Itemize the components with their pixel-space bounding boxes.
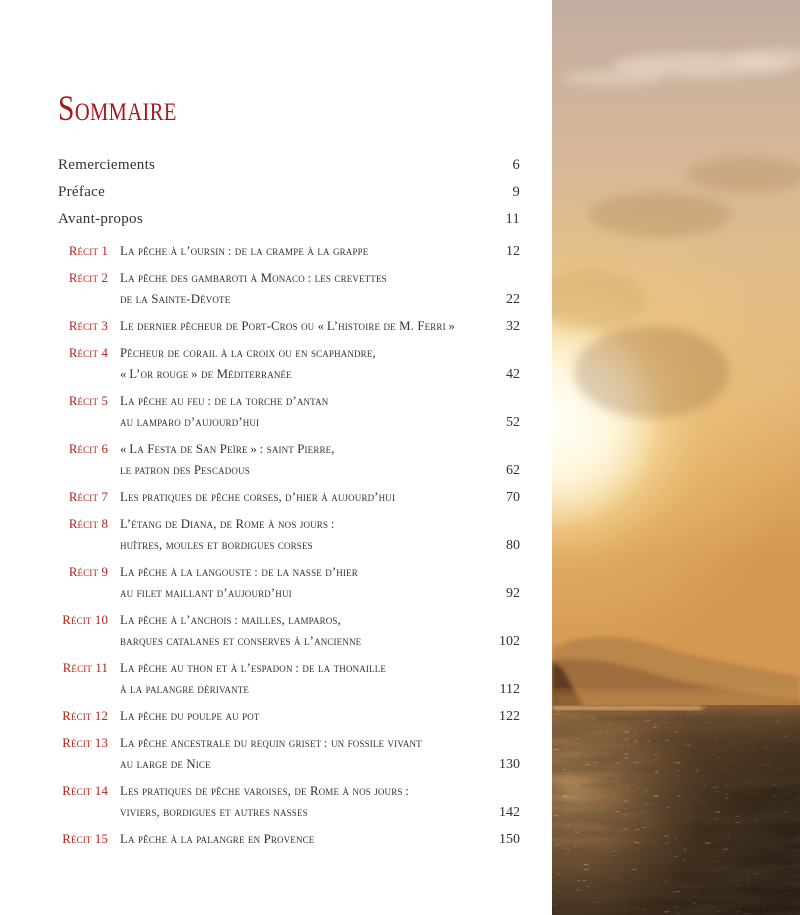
front-matter-row: [58, 155, 520, 175]
chapter-row: [58, 391, 520, 433]
chapter-title-line: Les pratiques de pêche varoises, de Rome à nos jours :: [120, 784, 409, 798]
page-number: 80: [506, 538, 520, 553]
chapter-title-line: à la palangre dérivante: [120, 682, 250, 696]
page-number: 62: [506, 463, 520, 478]
chapter-title-line: La pêche ancestrale du requin griset : un fossile vivant: [120, 736, 422, 750]
chapter-title-line: le patron des Pescadous: [120, 463, 250, 477]
page-number: 11: [505, 211, 520, 227]
chapter-title-line: barques catalanes et conserves à l’ancienne: [120, 634, 362, 648]
chapter-row: [58, 439, 520, 481]
chapter-row: [58, 343, 520, 385]
page-number: 6: [512, 157, 520, 173]
chapter-title-line: La pêche à la langouste : de la nasse d’hier: [120, 565, 358, 579]
chapter-label: Récit 7: [68, 490, 108, 504]
page-number: 9: [512, 184, 520, 200]
chapter-title-line: La pêche à l’anchois : mailles, lamparos,: [120, 613, 341, 627]
page-title: Sommaire: [58, 88, 177, 128]
chapter-label: Récit 1: [68, 244, 108, 258]
page-number: 130: [499, 757, 520, 772]
chapter-title: [120, 781, 480, 823]
chapter-title-line: La pêche à l’oursin : de la crampe à la grappe: [120, 244, 369, 258]
page-number: 92: [506, 586, 520, 601]
chapter-label: Récit 6: [68, 442, 108, 456]
sunset-sea-photo: [552, 0, 800, 915]
chapter-row: [58, 829, 520, 850]
chapter-list: [58, 241, 520, 850]
chapter-label: Récit 4: [68, 346, 108, 360]
chapter-label: Récit 9: [68, 565, 108, 579]
chapter-title-line: « La Festa de San Peïre » : saint Pierre,: [120, 442, 335, 456]
page-number: 122: [499, 709, 520, 724]
chapter-row: [58, 706, 520, 727]
chapter-label: Récit 2: [68, 271, 108, 285]
chapter-title: [120, 343, 480, 385]
chapter-row: [58, 514, 520, 556]
chapter-title-line: huîtres, moules et bordigues corses: [120, 538, 313, 552]
front-matter-label: Préface: [58, 184, 106, 200]
chapter-title-line: Les pratiques de pêche corses, d’hier à aujourd’hui: [120, 490, 396, 504]
chapter-label: Récit 13: [62, 736, 108, 750]
page-number: 112: [499, 682, 520, 697]
chapter-title-line: Le dernier pêcheur de Port-Cros ou « L’histoire de M. Ferri »: [120, 319, 455, 333]
chapter-title: [120, 733, 480, 775]
chapter-label: Récit 5: [68, 394, 108, 408]
chapter-title: [120, 610, 480, 652]
chapter-row: [58, 562, 520, 604]
chapter-row: [58, 610, 520, 652]
chapter-title: [120, 514, 480, 556]
page-number: 32: [506, 319, 520, 334]
chapter-title-line: au filet maillant d’aujourd’hui: [120, 586, 292, 600]
chapter-title: [120, 658, 480, 700]
page-number: 22: [506, 292, 520, 307]
chapter-label: Récit 15: [62, 832, 108, 846]
chapter-title-line: au lamparo d’aujourd’hui: [120, 415, 260, 429]
chapter-row: [58, 658, 520, 700]
page-number: 150: [499, 832, 520, 847]
chapter-title-line: La pêche des gambaroti à Monaco : les crevettes: [120, 271, 387, 285]
chapter-row: [58, 241, 520, 262]
front-matter-row: [58, 182, 520, 202]
chapter-title-line: de la Sainte-Dévote: [120, 292, 231, 306]
table-of-contents: [58, 0, 520, 856]
chapter-label: Récit 10: [62, 613, 108, 627]
chapter-row: [58, 316, 520, 337]
chapter-title: [120, 316, 480, 337]
front-matter-label: Remerciements: [58, 157, 156, 173]
chapter-title: [120, 439, 480, 481]
front-matter-label: Avant-propos: [58, 211, 143, 227]
chapter-title: [120, 562, 480, 604]
front-matter-list: [58, 155, 520, 229]
page-number: 142: [499, 805, 520, 820]
chapter-title: [120, 391, 480, 433]
chapter-label: Récit 3: [68, 319, 108, 333]
page-number: 12: [506, 244, 520, 259]
chapter-label: Récit 11: [62, 661, 108, 675]
sunset-sea-photo-image: [552, 0, 800, 915]
chapter-title: [120, 706, 480, 727]
chapter-row: [58, 733, 520, 775]
chapter-title-line: « L’or rouge » de Méditerranée: [120, 367, 292, 381]
chapter-title-line: L’étang de Diana, de Rome à nos jours :: [120, 517, 335, 531]
chapter-title-line: Pêcheur de corail à la croix ou en scaphandre,: [120, 346, 376, 360]
chapter-row: [58, 487, 520, 508]
chapter-row: [58, 268, 520, 310]
front-matter-row: [58, 209, 520, 229]
chapter-title-line: La pêche à la palangre en Provence: [120, 832, 315, 846]
chapter-title-line: La pêche du poulpe au pot: [120, 709, 260, 723]
chapter-label: Récit 14: [62, 784, 108, 798]
chapter-label: Récit 12: [62, 709, 108, 723]
chapter-title-line: viviers, bordigues et autres nasses: [120, 805, 308, 819]
chapter-row: [58, 781, 520, 823]
page-number: 102: [499, 634, 520, 649]
chapter-title: [120, 241, 480, 262]
page-number: 52: [506, 415, 520, 430]
page-number: 42: [506, 367, 520, 382]
chapter-label: Récit 8: [68, 517, 108, 531]
chapter-title-line: La pêche au feu : de la torche d’antan: [120, 394, 329, 408]
chapter-title: [120, 829, 480, 850]
chapter-title-line: La pêche au thon et à l’espadon : de la thonaille: [120, 661, 386, 675]
page-number: 70: [506, 490, 520, 505]
chapter-title: [120, 268, 480, 310]
chapter-title: [120, 487, 480, 508]
chapter-title-line: au large de Nice: [120, 757, 211, 771]
